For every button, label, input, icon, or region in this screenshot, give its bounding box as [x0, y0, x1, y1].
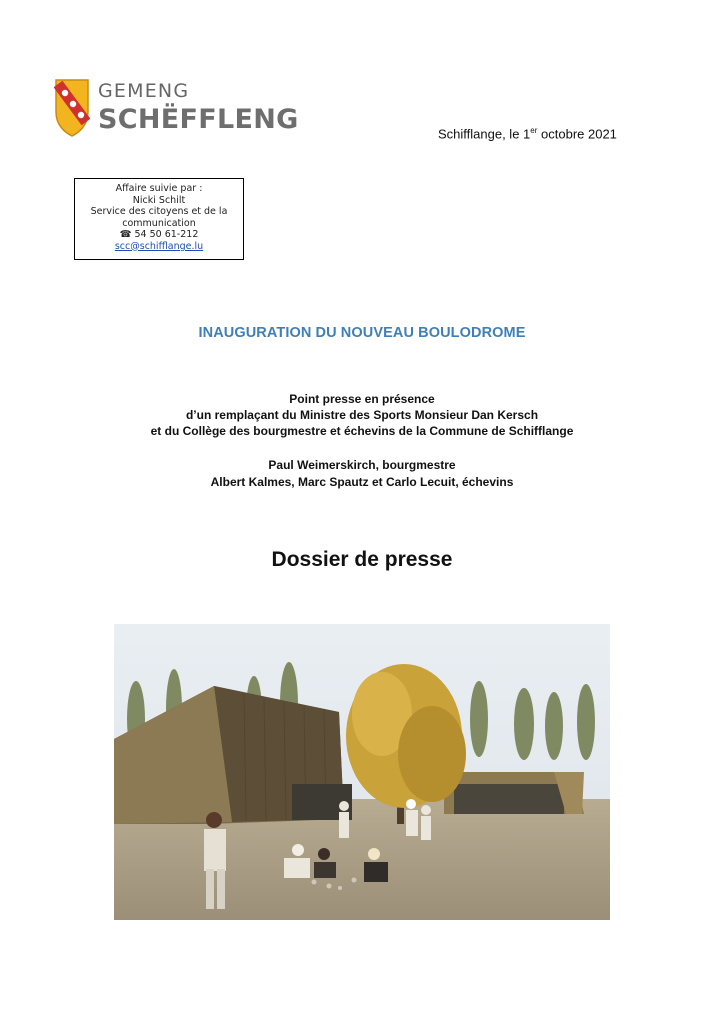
contact-name: Nicki Schilt: [132, 194, 186, 206]
contact-email-link[interactable]: scc@schifflange.lu: [114, 240, 204, 252]
headline: INAUGURATION DU NOUVEAU BOULODROME: [198, 325, 526, 341]
officials-line2: Albert Kalmes, Marc Spautz et Carlo Lecuit, échevins: [210, 475, 514, 489]
contact-heading: Affaire suivie par :: [115, 183, 203, 194]
boulodrome-illustration: [114, 624, 610, 920]
commune-logo: [54, 78, 299, 140]
shield-icon: [54, 78, 90, 138]
contact-service-line1: Service des citoyens et de la: [90, 206, 228, 217]
contact-phone-line: [75, 229, 243, 241]
date-ordinal: er: [530, 126, 538, 135]
press-point-line1: Point presse en présence: [289, 392, 435, 406]
date-prefix: Schifflange, le 1: [438, 126, 531, 142]
logo-line-gemeng: GEMENG: [98, 80, 190, 102]
contact-box: [74, 178, 244, 260]
date-suffix: octobre 2021: [537, 126, 617, 142]
boulodrome-rendering: [114, 624, 610, 920]
phone-icon: ☎: [119, 229, 132, 240]
document-date: [438, 126, 617, 141]
logo-line-scheffleng: SCHËFFLENG: [98, 104, 299, 135]
document-title: Dossier de presse: [271, 548, 453, 571]
press-point-line2: d’un remplaçant du Ministre des Sports Monsieur Dan Kersch: [185, 408, 539, 422]
officials-line1: Paul Weimerskirch, bourgmestre: [268, 458, 456, 472]
contact-service-line2: communication: [122, 217, 196, 229]
contact-phone: 54 50 61-212: [134, 229, 199, 240]
press-point-line3: et du Collège des bourgmestre et échevins de la Commune de Schifflange: [150, 424, 574, 438]
